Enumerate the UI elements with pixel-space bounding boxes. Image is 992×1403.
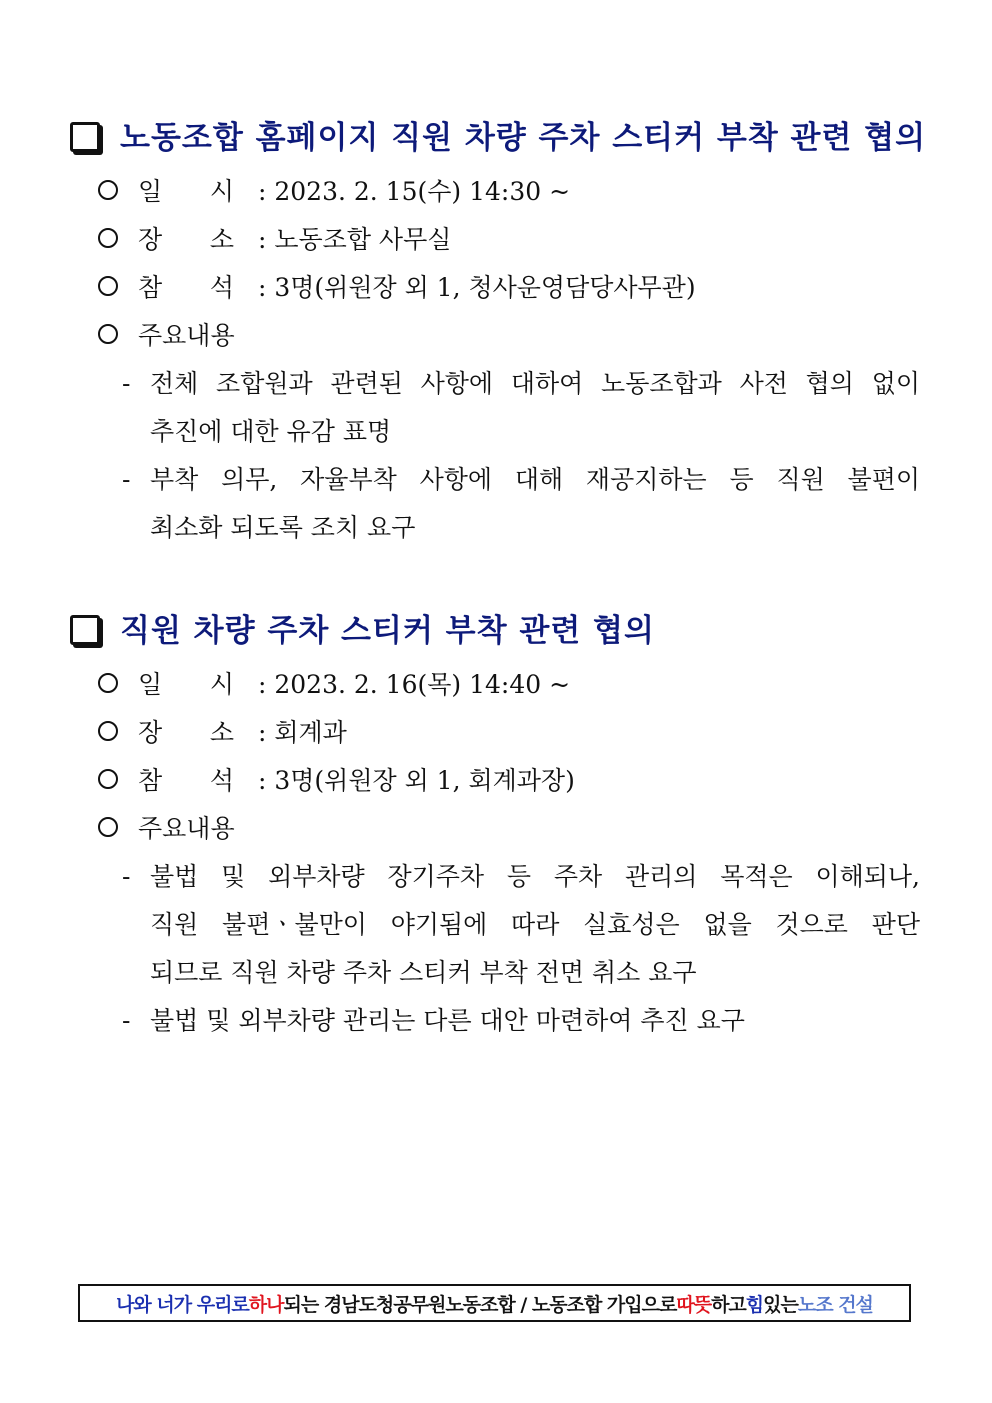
- content-label: 주요내용: [138, 321, 235, 350]
- slogan-part: 나와 너가 우리로: [116, 1293, 249, 1316]
- slogan-part: 되는 경남도청공무원노동조합 / 노동조합 가입으로: [283, 1293, 677, 1316]
- bullet-line: 부착 의무, 자율부착 사항에 대해 재공지하는 등 직원 불편이: [150, 465, 920, 494]
- item-value: : 3명(위원장 외 1, 청사운영담당사무관): [258, 273, 696, 302]
- section-2-content-heading: [98, 809, 235, 845]
- section-1-title-text: 노동조합 홈페이지 직원 차량 주차 스티커 부착 관련 협의: [120, 120, 927, 156]
- item-label: 장 소: [138, 718, 234, 747]
- slogan-part: 따뜻: [676, 1293, 712, 1316]
- circle-bullet-icon: [98, 180, 118, 200]
- section-2-bullet-2: [122, 1001, 745, 1037]
- circle-bullet-icon: [98, 324, 118, 344]
- circle-bullet-icon: [98, 721, 118, 741]
- dash-bullet: -: [122, 369, 131, 398]
- section-2-bullet-1-cont-2: 되므로 직원 차량 주차 스티커 부착 전면 취소 요구: [150, 958, 697, 987]
- bullet-line: 직원 불편ㆍ불만이 야기됨에 따라 실효성은 없을 것으로 판단: [150, 910, 920, 939]
- item-label: 참 석: [138, 766, 234, 795]
- circle-bullet-icon: [98, 769, 118, 789]
- dash-bullet: -: [122, 862, 131, 891]
- checkbox-icon: [70, 615, 100, 645]
- circle-bullet-icon: [98, 228, 118, 248]
- section-1-bullet-2-cont: 최소화 되도록 조치 요구: [150, 513, 416, 542]
- item-value: : 2023. 2. 16(목) 14:40 ~: [258, 670, 571, 699]
- item-label: 일 시: [138, 177, 234, 206]
- circle-bullet-icon: [98, 673, 118, 693]
- slogan-part: 있는: [763, 1293, 798, 1316]
- section-1-title: [70, 112, 926, 157]
- section-2-title: [70, 605, 655, 650]
- section-1-item-date: [98, 172, 570, 208]
- bullet-line: 전체 조합원과 관련된 사항에 대하여 노동조합과 사전 협의 없이: [150, 369, 920, 398]
- dash-bullet: -: [122, 465, 131, 494]
- section-2-bullet-1-cont-1: [150, 905, 920, 941]
- section-2-item-attendees: [98, 761, 575, 797]
- section-1-item-attendees: [98, 268, 696, 304]
- section-2-title-text: 직원 차량 주차 스티커 부착 관련 협의: [120, 613, 655, 649]
- section-2-item-place: [98, 713, 347, 749]
- checkbox-icon: [70, 122, 100, 152]
- item-label: 장 소: [138, 225, 234, 254]
- section-2-item-date: [98, 665, 570, 701]
- slogan-part: 하나: [248, 1293, 284, 1316]
- section-1-bullet-1: [122, 364, 920, 400]
- bullet-line: 불법 및 외부차량 관리는 다른 대안 마련하여 추진 요구: [150, 1006, 745, 1035]
- circle-bullet-icon: [98, 276, 118, 296]
- footer-slogan: [78, 1284, 911, 1322]
- item-value: : 노동조합 사무실: [258, 225, 452, 254]
- slogan-part: 하고: [711, 1293, 746, 1316]
- content-label: 주요내용: [138, 814, 235, 843]
- section-1-item-place: [98, 220, 451, 256]
- item-value: : 회계과: [258, 718, 347, 747]
- section-2-bullet-1: [122, 857, 920, 893]
- item-label: 참 석: [138, 273, 234, 302]
- dash-bullet: -: [122, 1006, 131, 1035]
- bullet-line: 불법 및 외부차량 장기주차 등 주차 관리의 목적은 이해되나,: [150, 862, 920, 891]
- slogan-part: 노조 건설: [797, 1293, 873, 1316]
- slogan-part: 힘: [745, 1293, 764, 1316]
- item-value: : 2023. 2. 15(수) 14:30 ~: [258, 177, 571, 206]
- item-label: 일 시: [138, 670, 234, 699]
- section-1-bullet-1-cont: 추진에 대한 유감 표명: [150, 417, 392, 446]
- item-value: : 3명(위원장 외 1, 회계과장): [258, 766, 575, 795]
- section-1-bullet-2: [122, 460, 920, 496]
- circle-bullet-icon: [98, 817, 118, 837]
- section-1-content-heading: [98, 316, 235, 352]
